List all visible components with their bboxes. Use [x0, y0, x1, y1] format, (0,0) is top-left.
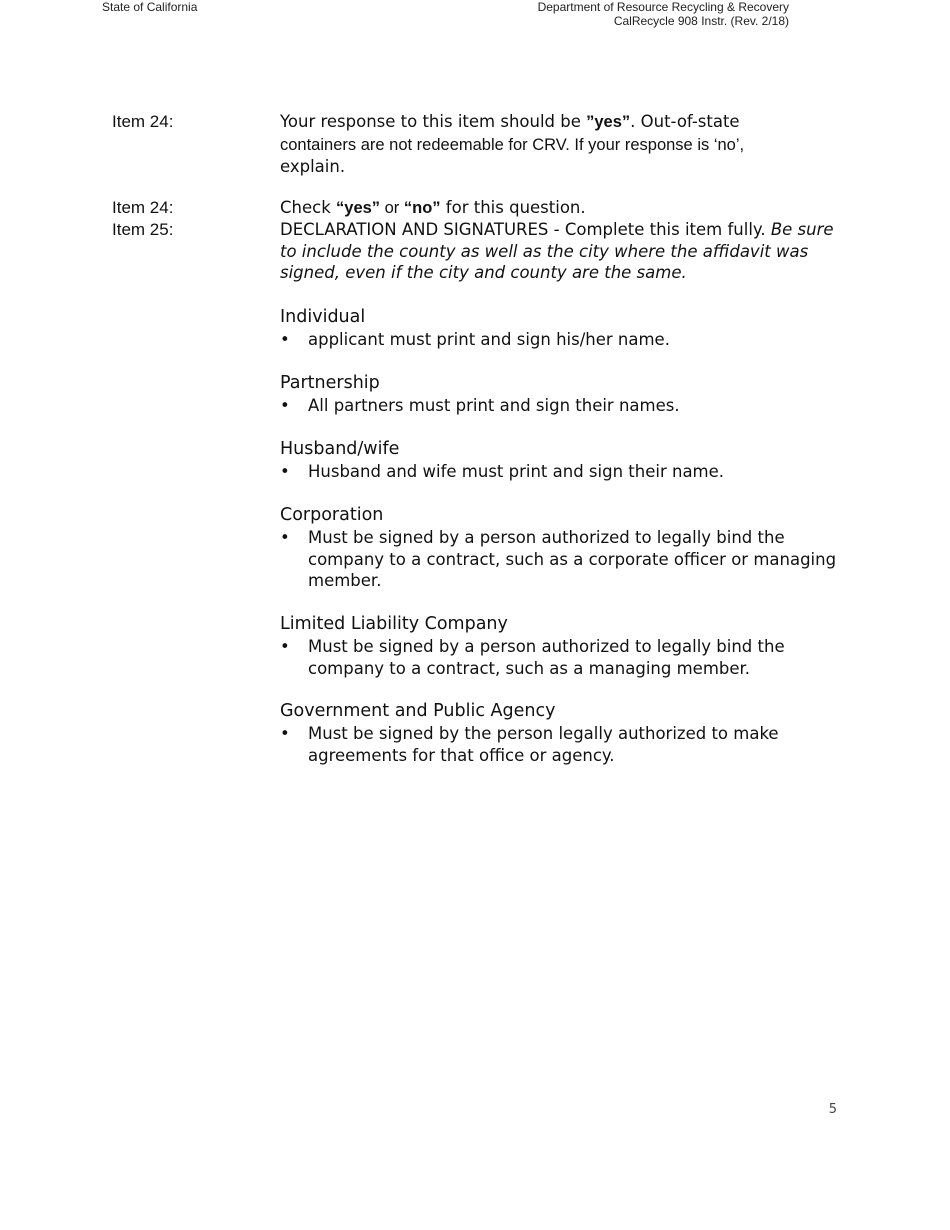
list-item	[280, 636, 840, 679]
section-heading: Individual	[280, 307, 366, 327]
header-department	[538, 0, 789, 28]
check-post: for this question.	[440, 198, 586, 217]
bullet-icon: •	[280, 462, 290, 481]
list-item	[280, 723, 840, 766]
list-item	[280, 461, 840, 483]
check-or: or	[380, 199, 404, 217]
yes-emphasis: ”yes”	[586, 113, 631, 131]
header-department-name: Department of Resource Recycling & Recovery	[537, 0, 789, 14]
section-heading: Limited Liability Company	[280, 614, 508, 634]
header-agency: State of California	[102, 0, 198, 14]
list-item-text: Husband and wife must print and sign their name.	[308, 462, 725, 481]
check-pre: Check	[280, 198, 337, 217]
bullet-icon: •	[280, 724, 290, 743]
declaration-lead: DECLARATION AND SIGNATURES - Complete this item fully.	[280, 220, 771, 239]
item-label: Item 24:	[112, 198, 174, 217]
item-text	[280, 111, 840, 178]
item-text-crv: containers are not redeemable for CRV. If your response is ‘no’,	[280, 135, 745, 154]
list-item	[280, 329, 840, 351]
item-label: Item 24:	[112, 112, 174, 131]
list-item	[280, 527, 840, 592]
page-number: 5	[828, 1102, 837, 1117]
item-label: Item 25:	[112, 220, 174, 239]
section-heading: Husband/wife	[280, 439, 400, 459]
list-item-text: applicant must print and sign his/her name.	[308, 330, 670, 349]
bullet-icon: •	[280, 528, 290, 547]
item-text	[280, 197, 840, 220]
declaration-instruction: Be sure to include the county as well as the city where the affidavit was signed, even if the city and county are the same.	[280, 220, 834, 282]
bullet-icon: •	[280, 330, 290, 349]
list-item-text: All partners must print and sign their names.	[308, 396, 680, 415]
section-heading: Corporation	[280, 505, 384, 525]
list-item-text: Must be signed by the person legally authorized to make agreements for that office or agency.	[308, 724, 779, 765]
list-item-text: Must be signed by a person authorized to legally bind the company to a contract, such as a managing member.	[308, 637, 785, 678]
item-text-mid: . Out-of-state	[630, 112, 740, 131]
section-heading: Partnership	[280, 373, 380, 393]
header-form-revision: CalRecycle 908 Instr. (Rev. 2/18)	[613, 14, 789, 28]
no-emphasis: “no”	[403, 199, 441, 217]
list-item-text: Must be signed by a person authorized to legally bind the company to a contract, such as a corporate officer or managing member.	[308, 528, 837, 590]
item-text-end: explain.	[280, 157, 346, 176]
item-text	[280, 219, 842, 284]
bullet-icon: •	[280, 637, 290, 656]
item-text-pre: Your response to this item should be	[280, 112, 587, 131]
section-heading: Government and Public Agency	[280, 701, 556, 721]
yes-emphasis: “yes”	[336, 199, 381, 217]
bullet-icon: •	[280, 396, 290, 415]
list-item	[280, 395, 840, 417]
